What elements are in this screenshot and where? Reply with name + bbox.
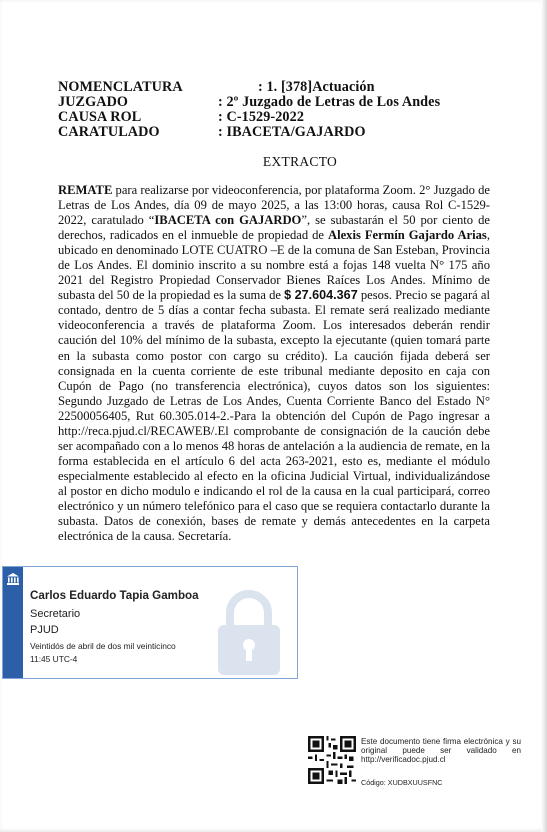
signer-role: Secretario — [30, 608, 81, 620]
header-row-caratulado — [58, 125, 498, 140]
extract-body — [58, 183, 490, 544]
qr-code-icon — [308, 736, 356, 784]
header-row-juzgado — [58, 95, 498, 110]
body-text: , ubicado en denominado LOTE CUATRO –E de la comuna de San Esteban, Provincia de Los Andes. El dominio inscrito a su nombre está a fojas 148 vuelta N° 175 año 2021 del Registro Propiedad Conservador Bienes Raíces Los Andes. Mínimo de subasta del 50 de la propiedad es la suma de — [58, 228, 490, 303]
institution-icon — [6, 572, 20, 586]
case-caption: IBACETA con GAJARDO — [154, 213, 302, 228]
verification-block — [308, 736, 538, 788]
body-text: ”, se subastarán el 50 por ciento de derechos, radicados en el inmueble de propiedad de — [58, 213, 490, 243]
header-key: NOMENCLATURA — [58, 79, 183, 95]
verification-text: Este documento tiene firma electrónica y su original puede ser validado en http://verificadoc.pjud.cl — [361, 737, 521, 764]
header-value: : 1. [378]Actuación — [258, 79, 375, 95]
header-row-causa-rol — [58, 110, 498, 125]
electronic-signature-box — [2, 566, 298, 679]
header-value: : C-1529-2022 — [218, 109, 305, 125]
verification-code: Código: XUDBXUUSFNC — [361, 778, 443, 787]
signer-name: Carlos Eduardo Tapia Gamboa — [30, 589, 199, 602]
case-header — [58, 80, 498, 140]
signature-date: Veintidós de abril de dos mil veinticinco — [30, 641, 176, 651]
signer-org: PJUD — [30, 624, 59, 636]
signature-time: 11:45 UTC-4 — [30, 654, 78, 664]
page-edge-shadow — [541, 0, 547, 832]
body-text: pesos. Precio se pagará al contado, dentro de 5 días a contar fecha subasta. El remate será realizado mediante videoconferencia a través de plataforma Zoom. Los interesados deberán rendir caución del 10% del mínimo de la subasta, excepto la ejecutante (quien tomará parte en la subasta como postor con cargo su crédito). La caución fijada deberá ser consignada en la cuenta corriente de este tribunal mediante deposito en caja con Cupón de Pago (no transferencia electrónica), cuyos datos son los siguientes: Segundo Juzgado de Letras de Los Andes, Cuenta Corriente Banco del Estado N° 22500056405, Rut 60.305.014-2.-Para la obtención del Cupón de Pago ingresar a http://reca.pjud.cl/RECAWEB/.El comprobante de consignación de la caución debe ser acompañado con a lo menos 48 horas de antelación a la audiencia de remate, en la forma establecida en el artículo 6 del acta 263-2021, esto es, mediante el módulo especialmente establecido al efecto en la oficina Judicial Virtual, individualizándose al postor en dicho modulo e indicando el rol de la causa en la cual participará, correo electrónico y un número telefónico para el caso que se requiera contactarlo durante la subasta. Datos de conexión, bases de remate y demás antecedentes en la carpeta electrónica de la causa. Secretaría. — [58, 288, 490, 544]
signature-details — [30, 589, 199, 664]
header-row-nomenclatura — [58, 80, 498, 95]
lock-icon — [210, 587, 288, 677]
document-title: EXTRACTO — [262, 154, 338, 169]
owner-name: Alexis Fermín Gajardo Arias — [327, 228, 487, 243]
header-value: : 2º Juzgado de Letras de Los Andes — [218, 94, 441, 110]
body-text: para realizarse por videoconferencia, por plataforma Zoom. 2° Juzgado de Letras de Los Andes, día 09 de mayo 2025, a las 13:00 horas, causa Rol C-1529-2022, caratulado “ — [58, 183, 490, 228]
header-key: CAUSA ROL — [58, 109, 142, 125]
header-key: CARATULADO — [58, 124, 160, 140]
minimum-amount: $ 27.604.367 — [284, 288, 358, 303]
signature-sidebar — [3, 567, 23, 678]
header-key: JUZGADO — [58, 94, 129, 110]
remate-keyword: REMATE — [58, 183, 113, 197]
header-value: : IBACETA/GAJARDO — [218, 124, 366, 140]
